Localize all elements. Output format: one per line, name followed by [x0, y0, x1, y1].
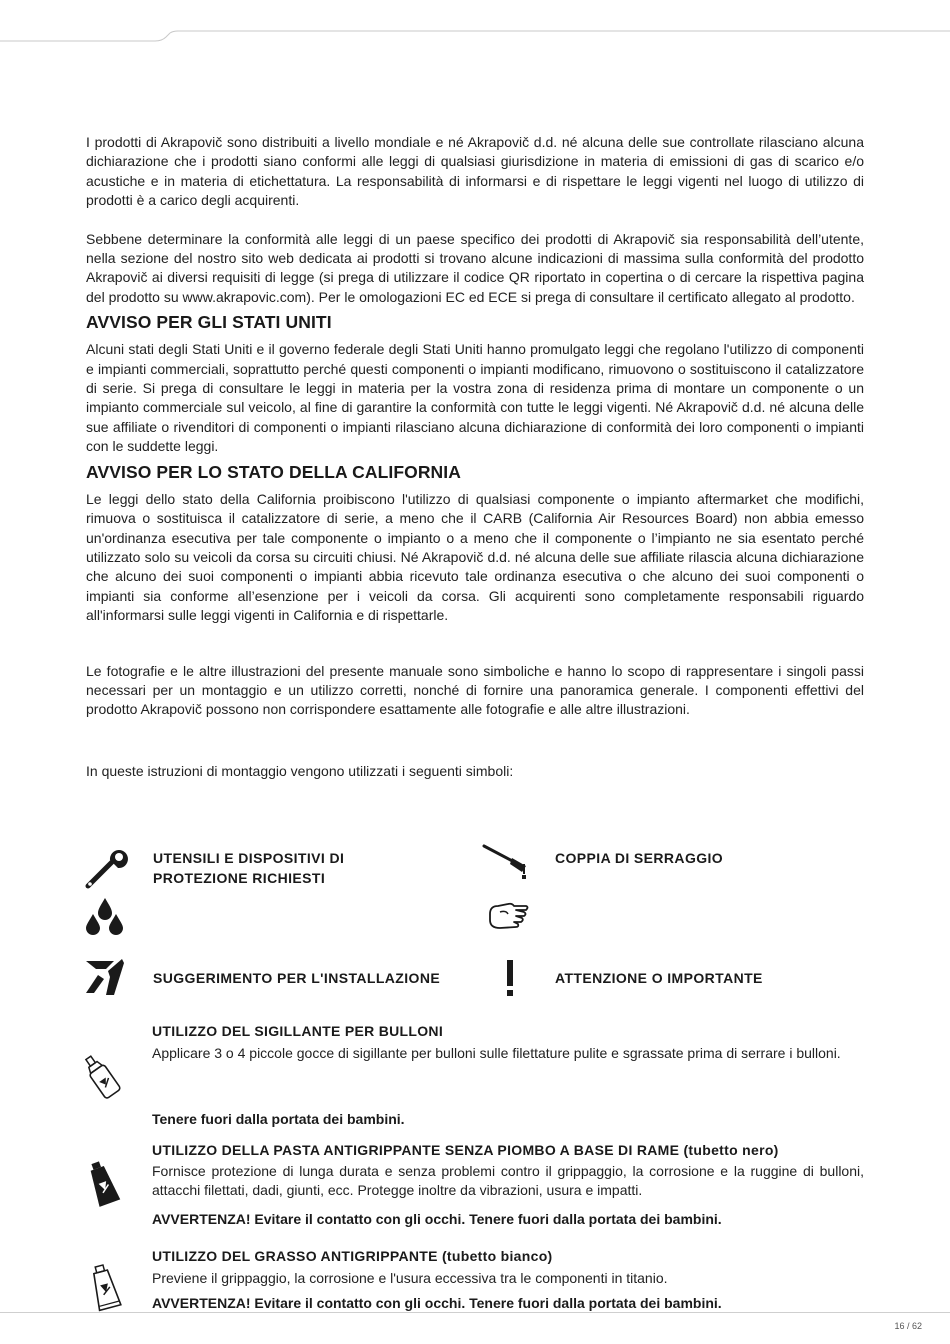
grease-text: Previene il grippaggio, la corrosione e l'usura eccessiva tra le componenti in titanio.: [152, 1270, 668, 1286]
copper-paste-text: Fornisce protezione di lunga durata e senza problemi contro il grippaggio, la corrosione e la ruggine di bulloni, attacchi filettati, dadi, giunti, ecc. Protegge inoltre da vibrazioni, usura e impatti.: [152, 1163, 864, 1199]
copper-paste-warning: AVVERTENZA! Evitare il contatto con gli occhi. Tenere fuori dalla portata dei bambini.: [152, 1211, 722, 1227]
sealant-title: UTILIZZO DEL SIGILLANTE PER BULLONI: [152, 1023, 444, 1039]
illustrations-note: Le fotografie e le altre illustrazioni del presente manuale sono simboliche e hanno lo scopo di rappresentare i singoli passi necessari per un montaggio e un utilizzo corretti, nonché di fornire una panoramica generale. I componenti effettivi del prodotto Akrapovič possono non corrispondere esattamente alle fotografie e alle altre illustrazioni.: [86, 662, 864, 718]
sealant-bottle-icon: [84, 1050, 124, 1100]
copper-paste-title: UTILIZZO DELLA PASTA ANTIGRIPPANTE SENZA PIOMBO A BASE DI RAME (tubetto nero): [152, 1142, 779, 1158]
wrench-icon: [84, 848, 128, 890]
sealant-warning: Tenere fuori dalla portata dei bambini.: [152, 1111, 405, 1127]
header-rule: [0, 0, 950, 45]
white-tube-icon: [86, 1264, 126, 1312]
tools-label: UTENSILI E DISPOSITIVI DI PROTEZIONE RICHIESTI: [153, 850, 345, 886]
black-tube-icon: [84, 1160, 124, 1208]
akrapovic-logo-icon: [84, 955, 126, 997]
tip-label: SUGGERIMENTO PER L'INSTALLAZIONE: [153, 970, 441, 986]
drops-icon: [84, 896, 126, 936]
main-content: [86, 133, 864, 781]
intro-paragraph-1: I prodotti di Akrapovič sono distribuiti a livello mondiale e né Akrapovič d.d. né alcuna delle sue controllate rilasciano alcuna dichiarazione che i prodotti siano conformi alle leggi di qualsiasi giurisdizione in materia di emissioni di gas di scarico e/o acustiche e in materia di etichettatura. La responsabilità di informarsi e di rispettare le leggi vigenti nel luogo di utilizzo di prodotti è a carico degli acquirenti.: [86, 134, 864, 209]
hand-icon: [486, 900, 530, 932]
symbols-intro: In queste istruzioni di montaggio vengono utilizzati i seguenti simboli:: [86, 762, 514, 779]
usa-heading: AVVISO PER GLI STATI UNITI: [86, 312, 332, 333]
footer-rule: [0, 1312, 950, 1313]
exclamation-icon: [502, 958, 518, 998]
sealant-text: Applicare 3 o 4 piccole gocce di sigillante per bulloni sulle filettature pulite e sgrassate prima di serrare i bulloni.: [152, 1045, 841, 1061]
grease-warning: AVVERTENZA! Evitare il contatto con gli occhi. Tenere fuori dalla portata dei bambini.: [152, 1295, 722, 1311]
grease-title: UTILIZZO DEL GRASSO ANTIGRIPPANTE (tubetto bianco): [152, 1248, 553, 1264]
intro-paragraph-2: Sebbene determinare la conformità alle leggi di un paese specifico dei prodotti di Akrapovič sia responsabilità dell’utente, nella sezione del nostro sito web dedicata ai prodotti si trovano alcune indicazioni di massima sulla conformità del prodotto Akrapovič ai diversi requisiti di legge (si prega di utilizzare il codice QR riportato in copertina o di cercare la rispettiva pagina del prodotto su www.akrapovic.com). Per le omologazioni EC ed ECE si prega di consultare il certificato allegato al prodotto.: [86, 230, 864, 305]
warning-label: ATTENZIONE O IMPORTANTE: [555, 970, 763, 986]
page-number: 16 / 62: [894, 1321, 922, 1331]
california-text: Le leggi dello stato della California proibiscono l'utilizzo di qualsiasi componente o impianto aftermarket che modifichi, rimuova o sostituisca il catalizzatore di serie, a meno che il CARB (California Air Resources Board) non abbia emesso un'ordinanza esecutiva per tale componente o impianto o a meno che il componente o l’impianto ne sia esentato perché utilizzato solo su veicoli da corsa su circuiti chiusi. Né Akrapovič d.d. né alcuna delle sue affiliate rilascia alcuna dichiarazione che alcuno dei suoi componenti o impianti abbia ricevuto tale ordinanza esecutiva o che alcuno dei suoi componenti o impianti sia conforme all’esenzione per i veicoli da corsa. Gli acquirenti sono completamente responsabili riguardo all'informarsi sulle leggi vigenti in California e di rispettarle.: [86, 490, 864, 624]
torque-label: COPPIA DI SERRAGGIO: [555, 850, 724, 866]
usa-text: Alcuni stati degli Stati Uniti e il governo federale degli Stati Uniti hanno promulgato leggi che regolano l'utilizzo di componenti e impianti commerciali, soprattutto perché questi componenti o impianti modificano, rimuovono o sostituiscono il catalizzatore di serie. Si prega di consultare le leggi in materia per la vostra zona di residenza prima di montare un componente o un impianto commerciale sul veicolo, al fine di garantire la conformità con tutte le leggi vigenti. Né Akrapovič d.d. né alcuna delle sue affiliate o rivenditori di componenti o impianti rilasciano alcuna dichiarazione di conformità dei loro componenti o impianti con le suddette leggi.: [86, 341, 864, 455]
torque-wrench-icon: [482, 842, 532, 882]
california-heading: AVVISO PER LO STATO DELLA CALIFORNIA: [86, 461, 461, 482]
